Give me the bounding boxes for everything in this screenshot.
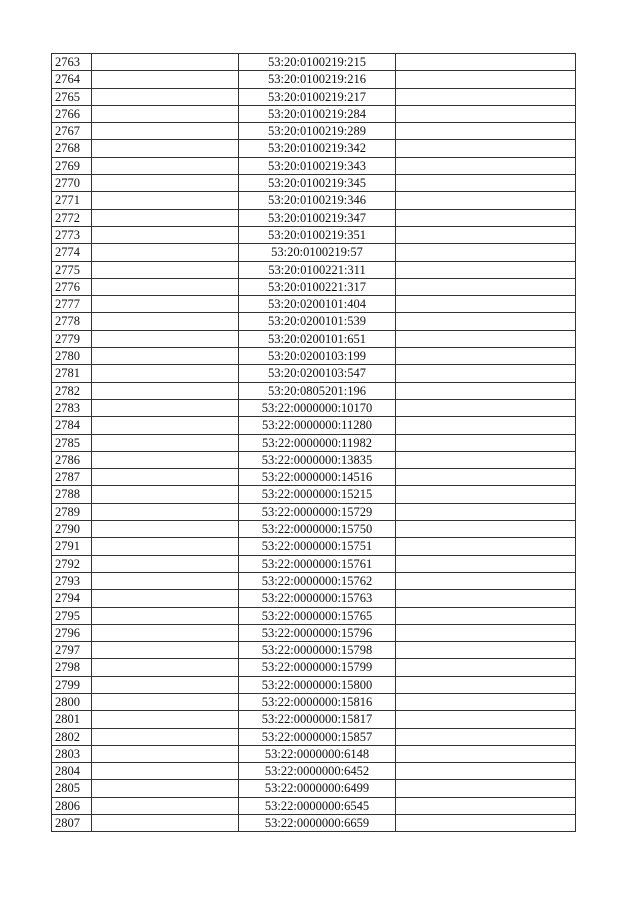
empty-cell bbox=[396, 469, 576, 486]
table-row bbox=[52, 209, 576, 226]
cadastral-number-cell: 53:22:0000000:15215 bbox=[239, 486, 396, 503]
empty-cell bbox=[396, 451, 576, 468]
empty-cell bbox=[396, 486, 576, 503]
empty-cell bbox=[396, 642, 576, 659]
cadastral-number-cell: 53:22:0000000:15857 bbox=[239, 728, 396, 745]
row-number-cell: 2773 bbox=[52, 226, 92, 243]
empty-cell bbox=[396, 745, 576, 762]
cadastral-number-cell: 53:20:0100219:57 bbox=[239, 244, 396, 261]
cadastral-number-cell: 53:22:0000000:15817 bbox=[239, 711, 396, 728]
empty-cell bbox=[92, 54, 239, 71]
table-row bbox=[52, 192, 576, 209]
cadastral-number-cell: 53:22:0000000:13835 bbox=[239, 451, 396, 468]
empty-cell bbox=[92, 140, 239, 157]
row-number-cell: 2796 bbox=[52, 624, 92, 641]
empty-cell bbox=[396, 88, 576, 105]
table-row bbox=[52, 780, 576, 797]
empty-cell bbox=[396, 417, 576, 434]
table-row bbox=[52, 815, 576, 832]
row-number-cell: 2793 bbox=[52, 572, 92, 589]
table-row bbox=[52, 140, 576, 157]
empty-cell bbox=[92, 278, 239, 295]
row-number-cell: 2783 bbox=[52, 399, 92, 416]
table-row bbox=[52, 261, 576, 278]
cadastral-number-cell: 53:22:0000000:15800 bbox=[239, 676, 396, 693]
table-row bbox=[52, 590, 576, 607]
table-row bbox=[52, 296, 576, 313]
cadastral-number-cell: 53:22:0000000:15751 bbox=[239, 538, 396, 555]
row-number-cell: 2763 bbox=[52, 54, 92, 71]
cadastral-number-cell: 53:22:0000000:15761 bbox=[239, 555, 396, 572]
cadastral-number-cell: 53:22:0000000:6499 bbox=[239, 780, 396, 797]
row-number-cell: 2772 bbox=[52, 209, 92, 226]
empty-cell bbox=[396, 607, 576, 624]
cadastral-number-cell: 53:22:0000000:14516 bbox=[239, 469, 396, 486]
row-number-cell: 2788 bbox=[52, 486, 92, 503]
empty-cell bbox=[92, 763, 239, 780]
empty-cell bbox=[396, 348, 576, 365]
cadastral-number-cell: 53:22:0000000:15762 bbox=[239, 572, 396, 589]
table-row bbox=[52, 348, 576, 365]
cadastral-number-cell: 53:20:0200101:539 bbox=[239, 313, 396, 330]
empty-cell bbox=[92, 417, 239, 434]
row-number-cell: 2779 bbox=[52, 330, 92, 347]
empty-cell bbox=[396, 503, 576, 520]
empty-cell bbox=[92, 365, 239, 382]
empty-cell bbox=[396, 313, 576, 330]
table-row bbox=[52, 521, 576, 538]
empty-cell bbox=[92, 745, 239, 762]
table-row bbox=[52, 503, 576, 520]
table-row bbox=[52, 123, 576, 140]
empty-cell bbox=[396, 624, 576, 641]
empty-cell bbox=[92, 503, 239, 520]
cadastral-number-cell: 53:22:0000000:15799 bbox=[239, 659, 396, 676]
cadastral-number-cell: 53:22:0000000:11982 bbox=[239, 434, 396, 451]
row-number-cell: 2774 bbox=[52, 244, 92, 261]
table-row bbox=[52, 244, 576, 261]
empty-cell bbox=[92, 88, 239, 105]
empty-cell bbox=[396, 572, 576, 589]
row-number-cell: 2789 bbox=[52, 503, 92, 520]
empty-cell bbox=[396, 365, 576, 382]
cadastral-number-cell: 53:22:0000000:6545 bbox=[239, 797, 396, 814]
empty-cell bbox=[92, 451, 239, 468]
table-row bbox=[52, 659, 576, 676]
empty-cell bbox=[92, 123, 239, 140]
empty-cell bbox=[396, 296, 576, 313]
row-number-cell: 2784 bbox=[52, 417, 92, 434]
row-number-cell: 2801 bbox=[52, 711, 92, 728]
empty-cell bbox=[396, 763, 576, 780]
row-number-cell: 2803 bbox=[52, 745, 92, 762]
cadastral-number-cell: 53:20:0100219:345 bbox=[239, 175, 396, 192]
cadastral-number-cell: 53:22:0000000:15729 bbox=[239, 503, 396, 520]
empty-cell bbox=[92, 399, 239, 416]
table-row bbox=[52, 676, 576, 693]
row-number-cell: 2797 bbox=[52, 642, 92, 659]
row-number-cell: 2792 bbox=[52, 555, 92, 572]
table-row bbox=[52, 607, 576, 624]
row-number-cell: 2786 bbox=[52, 451, 92, 468]
cadastral-number-cell: 53:20:0200103:199 bbox=[239, 348, 396, 365]
row-number-cell: 2782 bbox=[52, 382, 92, 399]
table-row bbox=[52, 382, 576, 399]
empty-cell bbox=[396, 521, 576, 538]
empty-cell bbox=[92, 590, 239, 607]
row-number-cell: 2798 bbox=[52, 659, 92, 676]
row-number-cell: 2807 bbox=[52, 815, 92, 832]
empty-cell bbox=[396, 780, 576, 797]
row-number-cell: 2791 bbox=[52, 538, 92, 555]
empty-cell bbox=[92, 728, 239, 745]
table-row bbox=[52, 71, 576, 88]
row-number-cell: 2805 bbox=[52, 780, 92, 797]
cadastral-table bbox=[51, 53, 576, 832]
empty-cell bbox=[396, 555, 576, 572]
table-row bbox=[52, 451, 576, 468]
table-row bbox=[52, 226, 576, 243]
table-row bbox=[52, 105, 576, 122]
empty-cell bbox=[92, 624, 239, 641]
table-row bbox=[52, 486, 576, 503]
cadastral-number-cell: 53:22:0000000:15765 bbox=[239, 607, 396, 624]
empty-cell bbox=[396, 157, 576, 174]
cadastral-number-cell: 53:20:0100219:342 bbox=[239, 140, 396, 157]
table-body bbox=[52, 54, 576, 832]
table-row bbox=[52, 157, 576, 174]
empty-cell bbox=[92, 261, 239, 278]
empty-cell bbox=[396, 105, 576, 122]
empty-cell bbox=[92, 348, 239, 365]
row-number-cell: 2776 bbox=[52, 278, 92, 295]
table-row bbox=[52, 469, 576, 486]
empty-cell bbox=[92, 209, 239, 226]
table-row bbox=[52, 711, 576, 728]
empty-cell bbox=[92, 555, 239, 572]
row-number-cell: 2806 bbox=[52, 797, 92, 814]
row-number-cell: 2768 bbox=[52, 140, 92, 157]
empty-cell bbox=[396, 123, 576, 140]
empty-cell bbox=[92, 780, 239, 797]
cadastral-number-cell: 53:22:0000000:11280 bbox=[239, 417, 396, 434]
row-number-cell: 2785 bbox=[52, 434, 92, 451]
cadastral-number-cell: 53:22:0000000:6659 bbox=[239, 815, 396, 832]
table-row bbox=[52, 313, 576, 330]
empty-cell bbox=[396, 538, 576, 555]
row-number-cell: 2802 bbox=[52, 728, 92, 745]
empty-cell bbox=[92, 521, 239, 538]
table-row bbox=[52, 538, 576, 555]
empty-cell bbox=[396, 728, 576, 745]
empty-cell bbox=[92, 244, 239, 261]
row-number-cell: 2780 bbox=[52, 348, 92, 365]
empty-cell bbox=[396, 693, 576, 710]
empty-cell bbox=[92, 642, 239, 659]
empty-cell bbox=[92, 607, 239, 624]
empty-cell bbox=[92, 192, 239, 209]
empty-cell bbox=[92, 815, 239, 832]
cadastral-number-cell: 53:20:0100219:347 bbox=[239, 209, 396, 226]
empty-cell bbox=[396, 399, 576, 416]
cadastral-number-cell: 53:20:0100219:215 bbox=[239, 54, 396, 71]
cadastral-number-cell: 53:20:0100219:346 bbox=[239, 192, 396, 209]
cadastral-number-cell: 53:22:0000000:15763 bbox=[239, 590, 396, 607]
empty-cell bbox=[92, 313, 239, 330]
empty-cell bbox=[396, 209, 576, 226]
empty-cell bbox=[92, 382, 239, 399]
empty-cell bbox=[396, 659, 576, 676]
empty-cell bbox=[396, 261, 576, 278]
empty-cell bbox=[396, 797, 576, 814]
cadastral-number-cell: 53:22:0000000:15750 bbox=[239, 521, 396, 538]
cadastral-number-cell: 53:20:0100219:216 bbox=[239, 71, 396, 88]
table-row bbox=[52, 624, 576, 641]
empty-cell bbox=[92, 538, 239, 555]
empty-cell bbox=[92, 659, 239, 676]
cadastral-number-cell: 53:20:0100219:289 bbox=[239, 123, 396, 140]
table-row bbox=[52, 572, 576, 589]
table-row bbox=[52, 278, 576, 295]
empty-cell bbox=[396, 676, 576, 693]
row-number-cell: 2778 bbox=[52, 313, 92, 330]
table-row bbox=[52, 642, 576, 659]
empty-cell bbox=[92, 711, 239, 728]
table-row bbox=[52, 434, 576, 451]
row-number-cell: 2781 bbox=[52, 365, 92, 382]
row-number-cell: 2800 bbox=[52, 693, 92, 710]
table-row bbox=[52, 54, 576, 71]
table-row bbox=[52, 797, 576, 814]
row-number-cell: 2766 bbox=[52, 105, 92, 122]
empty-cell bbox=[396, 278, 576, 295]
cadastral-number-cell: 53:22:0000000:15798 bbox=[239, 642, 396, 659]
table-row bbox=[52, 417, 576, 434]
empty-cell bbox=[396, 382, 576, 399]
cadastral-number-cell: 53:20:0200103:547 bbox=[239, 365, 396, 382]
row-number-cell: 2767 bbox=[52, 123, 92, 140]
empty-cell bbox=[396, 244, 576, 261]
cadastral-number-cell: 53:20:0200101:651 bbox=[239, 330, 396, 347]
row-number-cell: 2795 bbox=[52, 607, 92, 624]
table-row bbox=[52, 763, 576, 780]
cadastral-number-cell: 53:22:0000000:6148 bbox=[239, 745, 396, 762]
empty-cell bbox=[396, 434, 576, 451]
cadastral-number-cell: 53:20:0100219:343 bbox=[239, 157, 396, 174]
table-row bbox=[52, 330, 576, 347]
empty-cell bbox=[396, 815, 576, 832]
cadastral-number-cell: 53:20:0100219:217 bbox=[239, 88, 396, 105]
empty-cell bbox=[92, 105, 239, 122]
row-number-cell: 2799 bbox=[52, 676, 92, 693]
empty-cell bbox=[92, 175, 239, 192]
empty-cell bbox=[92, 486, 239, 503]
empty-cell bbox=[396, 140, 576, 157]
table-row bbox=[52, 728, 576, 745]
cadastral-number-cell: 53:20:0100221:317 bbox=[239, 278, 396, 295]
cadastral-number-cell: 53:22:0000000:15796 bbox=[239, 624, 396, 641]
row-number-cell: 2769 bbox=[52, 157, 92, 174]
empty-cell bbox=[396, 711, 576, 728]
empty-cell bbox=[92, 797, 239, 814]
cadastral-number-cell: 53:22:0000000:6452 bbox=[239, 763, 396, 780]
empty-cell bbox=[396, 590, 576, 607]
table-row bbox=[52, 365, 576, 382]
empty-cell bbox=[396, 71, 576, 88]
row-number-cell: 2775 bbox=[52, 261, 92, 278]
row-number-cell: 2790 bbox=[52, 521, 92, 538]
table-row bbox=[52, 745, 576, 762]
row-number-cell: 2804 bbox=[52, 763, 92, 780]
cadastral-number-cell: 53:20:0200101:404 bbox=[239, 296, 396, 313]
empty-cell bbox=[92, 330, 239, 347]
empty-cell bbox=[92, 226, 239, 243]
cadastral-number-cell: 53:20:0100219:284 bbox=[239, 105, 396, 122]
empty-cell bbox=[92, 693, 239, 710]
table-row bbox=[52, 555, 576, 572]
empty-cell bbox=[92, 434, 239, 451]
cadastral-number-cell: 53:22:0000000:10170 bbox=[239, 399, 396, 416]
cadastral-number-cell: 53:20:0100221:311 bbox=[239, 261, 396, 278]
row-number-cell: 2777 bbox=[52, 296, 92, 313]
row-number-cell: 2771 bbox=[52, 192, 92, 209]
row-number-cell: 2764 bbox=[52, 71, 92, 88]
empty-cell bbox=[92, 296, 239, 313]
table-row bbox=[52, 399, 576, 416]
table-row bbox=[52, 175, 576, 192]
empty-cell bbox=[92, 676, 239, 693]
empty-cell bbox=[396, 192, 576, 209]
row-number-cell: 2765 bbox=[52, 88, 92, 105]
empty-cell bbox=[92, 469, 239, 486]
cadastral-number-cell: 53:20:0805201:196 bbox=[239, 382, 396, 399]
empty-cell bbox=[92, 157, 239, 174]
empty-cell bbox=[92, 71, 239, 88]
empty-cell bbox=[396, 226, 576, 243]
cadastral-number-cell: 53:20:0100219:351 bbox=[239, 226, 396, 243]
cadastral-number-cell: 53:22:0000000:15816 bbox=[239, 693, 396, 710]
row-number-cell: 2794 bbox=[52, 590, 92, 607]
empty-cell bbox=[92, 572, 239, 589]
table-row bbox=[52, 693, 576, 710]
table-row bbox=[52, 88, 576, 105]
empty-cell bbox=[396, 175, 576, 192]
row-number-cell: 2787 bbox=[52, 469, 92, 486]
row-number-cell: 2770 bbox=[52, 175, 92, 192]
empty-cell bbox=[396, 54, 576, 71]
empty-cell bbox=[396, 330, 576, 347]
